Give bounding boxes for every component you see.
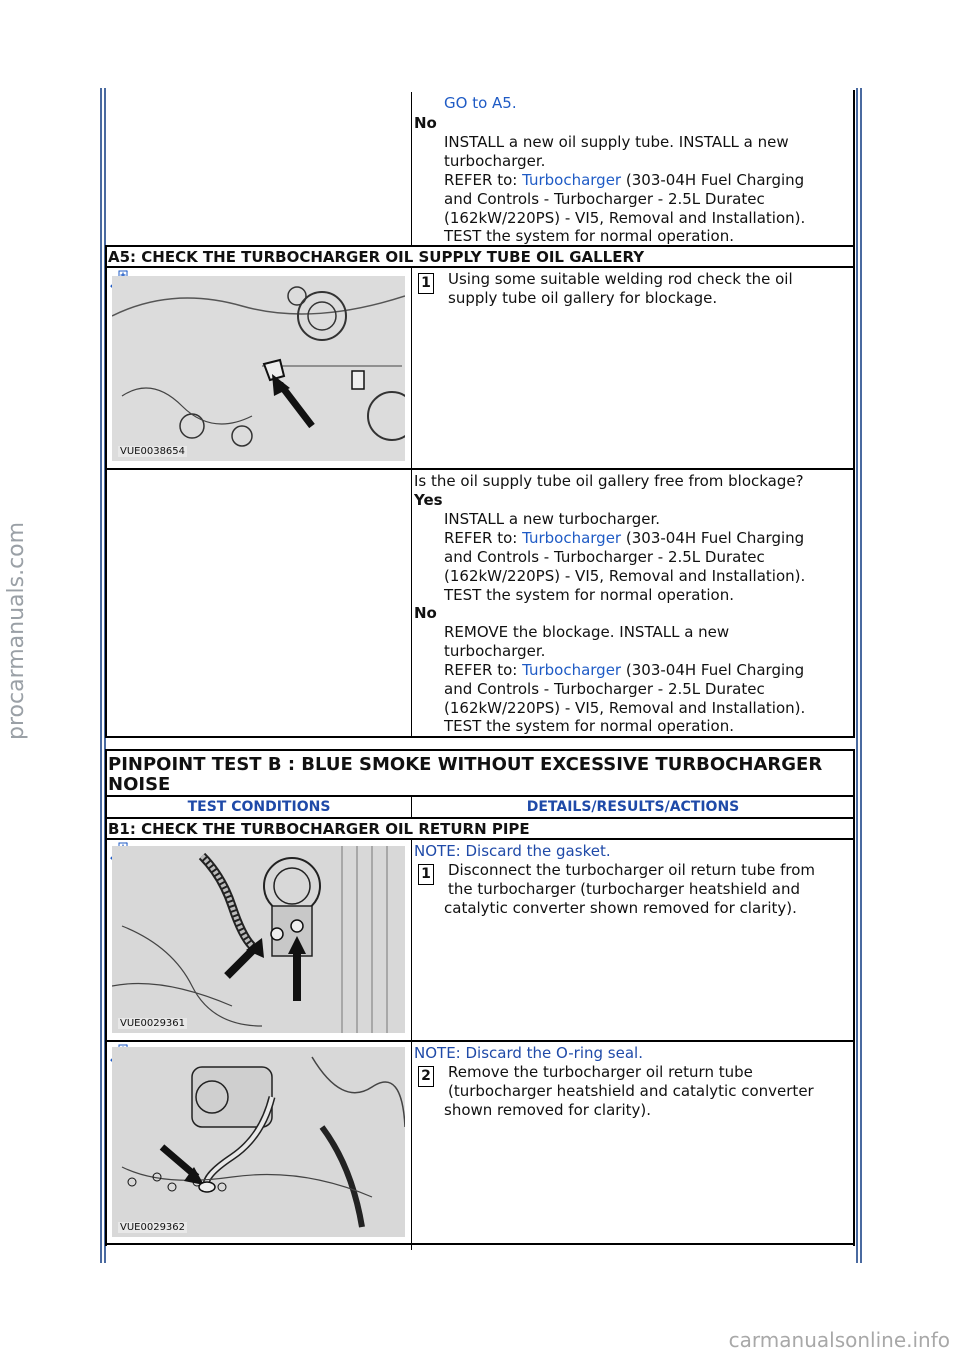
oil-return-tube-figure — [112, 846, 405, 1033]
yes-label: Yes — [414, 491, 443, 509]
figure-id: VUE0029361 — [120, 1018, 186, 1029]
no-refer-line2: and Controls - Turbocharger - 2.5L Duratec — [444, 680, 765, 698]
no-test-line: TEST the system for normal operation. — [444, 717, 734, 735]
title-bottom — [105, 795, 855, 797]
bottom-watermark: carmanualsonline.info — [728, 1328, 950, 1352]
refer-prefix: REFER to: — [444, 529, 523, 547]
no-action-line1: REMOVE the blockage. INSTALL a new — [444, 623, 730, 641]
frame-left-outer — [100, 88, 102, 1263]
oil-return-tube-removal-figure — [112, 1047, 405, 1237]
no-action-line1: INSTALL a new oil supply tube. INSTALL a new — [444, 133, 789, 151]
table-a-left-border — [105, 246, 107, 738]
step-number-badge: 1 — [418, 273, 434, 294]
refer-line3: (162kW/220PS) - VI5, Removal and Installation). — [444, 209, 806, 227]
a5-question: Is the oil supply tube oil gallery free from blockage? — [414, 472, 804, 490]
yes-refer-line2: and Controls - Turbocharger - 2.5L Duratec — [444, 548, 765, 566]
engine-illustration — [112, 276, 405, 461]
step-col-divider — [411, 840, 412, 1250]
header-col-divider — [411, 797, 412, 817]
frame-right-inner — [856, 88, 858, 1263]
no-refer-line — [444, 661, 804, 680]
yes-refer-line3: (162kW/220PS) - VI5, Removal and Installation). — [444, 567, 806, 585]
b1-heading: B1: CHECK THE TURBOCHARGER OIL RETURN PIPE — [108, 820, 530, 838]
table-b-right-border — [853, 749, 855, 1246]
test-line: TEST the system for normal operation. — [444, 227, 734, 245]
engine-oil-gallery-figure — [112, 276, 405, 461]
header-test-conditions: TEST CONDITIONS — [187, 799, 331, 815]
refer-suffix: (303-04H Fuel Charging — [621, 661, 805, 679]
step-text-line2: supply tube oil gallery for blockage. — [448, 289, 718, 307]
turbocharger-link[interactable]: Turbocharger — [522, 171, 622, 189]
refer-prefix: REFER to: — [444, 171, 523, 189]
pinpoint-title-line1: PINPOINT TEST B : BLUE SMOKE WITHOUT EXCESSIVE TURBOCHARGER — [108, 754, 823, 775]
no-refer-line3: (162kW/220PS) - VI5, Removal and Installation). — [444, 699, 806, 717]
step1-line3: catalytic converter shown removed for clarity). — [444, 899, 797, 917]
step2-note: NOTE: Discard the O-ring seal. — [414, 1044, 643, 1062]
figure-id: VUE0038654 — [120, 446, 186, 457]
refer-line — [444, 171, 804, 190]
yes-refer-line — [444, 529, 804, 548]
step1-note: NOTE: Discard the gasket. — [414, 842, 611, 860]
row-divider-a5-question — [105, 468, 855, 470]
table-a-col-divider-mid — [411, 268, 412, 738]
table-b-top — [105, 749, 855, 751]
step1-bottom — [105, 1040, 855, 1042]
a5-heading: A5: CHECK THE TURBOCHARGER OIL SUPPLY TUBE OIL GALLERY — [108, 248, 645, 266]
step2-line2: (turbocharger heatshield and catalytic converter — [448, 1082, 814, 1100]
header-details-results-actions: DETAILS/RESULTS/ACTIONS — [526, 799, 740, 815]
yes-action-line1: INSTALL a new turbocharger. — [444, 510, 661, 528]
refer-prefix: REFER to: — [444, 661, 523, 679]
refer-line2: and Controls - Turbocharger - 2.5L Duratec — [444, 190, 765, 208]
step-number-badge: 2 — [418, 1066, 434, 1087]
step2-bottom — [105, 1243, 855, 1245]
step-text-line1: Using some suitable welding rod check the oil — [448, 270, 793, 288]
table-b-left-border — [105, 749, 107, 1246]
frame-right-outer — [860, 88, 862, 1263]
turbocharger-link[interactable]: Turbocharger — [522, 529, 622, 547]
step-number-badge: 1 — [418, 864, 434, 885]
pinpoint-title-line2: NOISE — [108, 774, 171, 795]
no-action-line2: turbocharger. — [444, 642, 546, 660]
yes-test-line: TEST the system for normal operation. — [444, 586, 734, 604]
step2-line3: shown removed for clarity). — [444, 1101, 652, 1119]
turbocharger-link[interactable]: Turbocharger — [522, 661, 622, 679]
step2-line1: Remove the turbocharger oil return tube — [448, 1063, 753, 1081]
turbocharger-illustration — [112, 846, 405, 1033]
refer-suffix: (303-04H Fuel Charging — [621, 529, 805, 547]
return-tube-illustration — [112, 1047, 405, 1237]
no-label: No — [414, 114, 437, 132]
table-a-col-divider-top — [411, 92, 412, 246]
table-a-bottom — [105, 736, 855, 738]
no-label: No — [414, 604, 437, 622]
goto-a5-link[interactable]: GO to A5. — [444, 94, 517, 112]
step1-line2: the turbocharger (turbocharger heatshield and — [448, 880, 801, 898]
figure-id: VUE0029362 — [120, 1222, 186, 1233]
refer-suffix: (303-04H Fuel Charging — [621, 171, 805, 189]
side-watermark: procarmanuals.com — [4, 521, 29, 740]
step1-line1: Disconnect the turbocharger oil return tube from — [448, 861, 815, 879]
table-a-right-border — [853, 90, 855, 738]
header-bottom — [105, 817, 855, 819]
no-action-line2: turbocharger. — [444, 152, 546, 170]
